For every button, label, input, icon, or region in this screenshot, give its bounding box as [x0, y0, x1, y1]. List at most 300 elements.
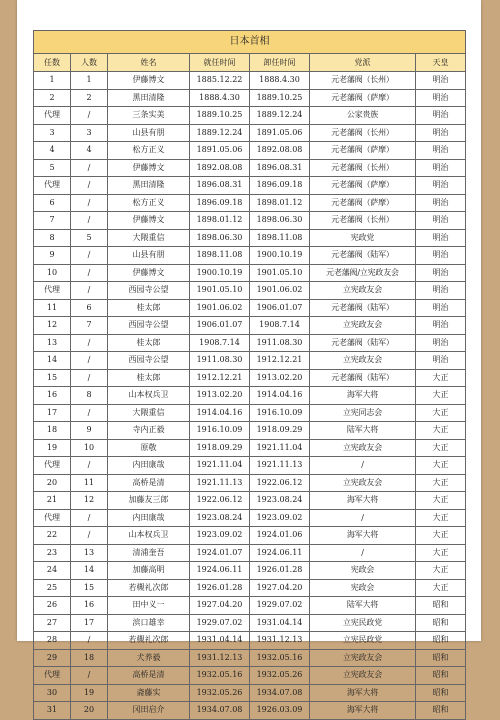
cell-term: 12 [34, 317, 71, 335]
cell-end: 1892.08.08 [250, 142, 310, 160]
column-header-end: 卸任时间 [250, 54, 310, 72]
cell-party: 公家贵族 [310, 107, 416, 125]
table-row [34, 562, 466, 580]
cell-name: 黑田清隆 [108, 89, 190, 107]
table-row [34, 422, 466, 440]
cell-end: 1889.10.25 [250, 89, 310, 107]
cell-name: 三条实美 [108, 107, 190, 125]
cell-party: 元老藩阀（陆军） [310, 247, 416, 265]
cell-name: 伊藤博文 [108, 72, 190, 90]
cell-end: 1924.01.06 [250, 527, 310, 545]
table-title: 日本首相 [34, 31, 466, 54]
cell-emperor: 昭和 [416, 684, 466, 702]
cell-end: 1932.05.16 [250, 649, 310, 667]
cell-end: 1926.03.09 [250, 702, 310, 720]
cell-term: 21 [34, 492, 71, 510]
cell-emperor: 大正 [416, 404, 466, 422]
cell-term: 5 [34, 159, 71, 177]
cell-party: 立宪政友会 [310, 667, 416, 685]
cell-name: 高桥是清 [108, 667, 190, 685]
cell-term: 26 [34, 597, 71, 615]
cell-term: 13 [34, 334, 71, 352]
cell-name: 山本权兵卫 [108, 527, 190, 545]
cell-count: / [71, 632, 108, 650]
table-row [34, 89, 466, 107]
cell-start: 1898.06.30 [190, 229, 250, 247]
cell-count: / [71, 457, 108, 475]
cell-end: 1931.04.14 [250, 614, 310, 632]
cell-end: 1923.09.02 [250, 509, 310, 527]
cell-end: 1901.05.10 [250, 264, 310, 282]
cell-end: 1900.10.19 [250, 247, 310, 265]
table-row [34, 247, 466, 265]
cell-end: 1908.7.14 [250, 317, 310, 335]
cell-party: 宪政会 [310, 562, 416, 580]
cell-count: / [71, 194, 108, 212]
cell-emperor: 明治 [416, 264, 466, 282]
cell-name: 犬养毅 [108, 649, 190, 667]
cell-emperor: 昭和 [416, 632, 466, 650]
cell-start: 1923.09.02 [190, 527, 250, 545]
cell-count: / [71, 404, 108, 422]
cell-name: 伊藤博文 [108, 212, 190, 230]
cell-end: 1921.11.13 [250, 457, 310, 475]
cell-end: 1916.10.09 [250, 404, 310, 422]
cell-end: 1927.04.20 [250, 579, 310, 597]
cell-emperor: 大正 [416, 439, 466, 457]
cell-emperor: 明治 [416, 282, 466, 300]
cell-emperor: 明治 [416, 229, 466, 247]
cell-emperor: 明治 [416, 317, 466, 335]
cell-party: 立宪民政党 [310, 614, 416, 632]
column-header-name: 姓名 [108, 54, 190, 72]
cell-count: / [71, 212, 108, 230]
cell-end: 1891.05.06 [250, 124, 310, 142]
cell-party: 元老藩阀（陆军） [310, 369, 416, 387]
table-row [34, 282, 466, 300]
cell-term: 30 [34, 684, 71, 702]
cell-count: / [71, 247, 108, 265]
cell-emperor: 明治 [416, 124, 466, 142]
cell-term: 代理 [34, 457, 71, 475]
cell-end: 1922.06.12 [250, 474, 310, 492]
cell-count: / [71, 527, 108, 545]
cell-emperor: 明治 [416, 194, 466, 212]
cell-term: 22 [34, 527, 71, 545]
table-row [34, 194, 466, 212]
cell-start: 1885.12.22 [190, 72, 250, 90]
cell-end: 1932.05.26 [250, 667, 310, 685]
cell-end: 1913.02.20 [250, 369, 310, 387]
cell-term: 27 [34, 614, 71, 632]
cell-party: 立宪政友会 [310, 352, 416, 370]
cell-count: 2 [71, 89, 108, 107]
cell-start: 1906.01.07 [190, 317, 250, 335]
cell-term: 6 [34, 194, 71, 212]
cell-party: 宪政党 [310, 229, 416, 247]
cell-emperor: 明治 [416, 247, 466, 265]
cell-start: 1916.10.09 [190, 422, 250, 440]
cell-count: 14 [71, 562, 108, 580]
cell-start: 1931.12.13 [190, 649, 250, 667]
table-row [34, 667, 466, 685]
cell-end: 1889.12.24 [250, 107, 310, 125]
cell-count: / [71, 369, 108, 387]
paper-sheet [17, 0, 481, 715]
cell-name: 伊藤博文 [108, 264, 190, 282]
cell-term: 10 [34, 264, 71, 282]
cell-party: 元老藩阀（长州） [310, 124, 416, 142]
cell-name: 高桥是清 [108, 474, 190, 492]
cell-name: 原敬 [108, 439, 190, 457]
cell-term: 7 [34, 212, 71, 230]
cell-start: 1912.12.21 [190, 369, 250, 387]
cell-end: 1918.09.29 [250, 422, 310, 440]
cell-emperor: 明治 [416, 107, 466, 125]
cell-party: 海军大将 [310, 387, 416, 405]
cell-start: 1900.10.19 [190, 264, 250, 282]
cell-party: 元老藩阀（萨摩） [310, 177, 416, 195]
table-row [34, 387, 466, 405]
cell-emperor: 明治 [416, 352, 466, 370]
cell-start: 1918.09.29 [190, 439, 250, 457]
cell-end: 1896.08.31 [250, 159, 310, 177]
cell-count: 11 [71, 474, 108, 492]
cell-term: 15 [34, 369, 71, 387]
cell-count: / [71, 264, 108, 282]
cell-name: 内田康哉 [108, 509, 190, 527]
table-row [34, 107, 466, 125]
cell-party: 海军大将 [310, 684, 416, 702]
cell-end: 1923.08.24 [250, 492, 310, 510]
cell-party: 海军大将 [310, 702, 416, 720]
table-row [34, 649, 466, 667]
cell-start: 1923.08.24 [190, 509, 250, 527]
cell-count: 16 [71, 597, 108, 615]
cell-party: 立宪政友会 [310, 439, 416, 457]
table-row [34, 212, 466, 230]
cell-end: 1921.11.04 [250, 439, 310, 457]
cell-name: 清浦奎吾 [108, 544, 190, 562]
cell-count: 6 [71, 299, 108, 317]
cell-end: 1906.01.07 [250, 299, 310, 317]
cell-start: 1924.06.11 [190, 562, 250, 580]
cell-start: 1892.08.08 [190, 159, 250, 177]
column-header-party: 党派 [310, 54, 416, 72]
cell-emperor: 大正 [416, 509, 466, 527]
cell-end: 1911.08.30 [250, 334, 310, 352]
cell-start: 1921.11.13 [190, 474, 250, 492]
cell-start: 1911.08.30 [190, 352, 250, 370]
cell-count: / [71, 177, 108, 195]
cell-start: 1913.02.20 [190, 387, 250, 405]
cell-party: / [310, 544, 416, 562]
cell-emperor: 大正 [416, 369, 466, 387]
cell-term: 1 [34, 72, 71, 90]
cell-name: 若槻礼次郎 [108, 579, 190, 597]
cell-name: 内田康哉 [108, 457, 190, 475]
cell-term: 代理 [34, 667, 71, 685]
cell-name: 桂太郎 [108, 369, 190, 387]
cell-count: / [71, 667, 108, 685]
cell-party: / [310, 509, 416, 527]
cell-count: 12 [71, 492, 108, 510]
cell-party: 元老藩阀（萨摩） [310, 142, 416, 160]
cell-count: / [71, 352, 108, 370]
cell-party: 宪政会 [310, 579, 416, 597]
cell-term: 24 [34, 562, 71, 580]
cell-party: 元老藩阀/立宪政友会 [310, 264, 416, 282]
cell-emperor: 昭和 [416, 614, 466, 632]
cell-term: 31 [34, 702, 71, 720]
table-row [34, 544, 466, 562]
cell-start: 1896.08.31 [190, 177, 250, 195]
cell-end: 1896.09.18 [250, 177, 310, 195]
table-row [34, 317, 466, 335]
cell-name: 西园寺公望 [108, 282, 190, 300]
table-row [34, 369, 466, 387]
cell-name: 滨口雄幸 [108, 614, 190, 632]
cell-count: 5 [71, 229, 108, 247]
cell-count: 17 [71, 614, 108, 632]
table-body [34, 72, 466, 720]
table-row [34, 702, 466, 720]
cell-term: 28 [34, 632, 71, 650]
cell-end: 1934.07.08 [250, 684, 310, 702]
cell-start: 1921.11.04 [190, 457, 250, 475]
cell-emperor: 明治 [416, 334, 466, 352]
cell-emperor: 昭和 [416, 702, 466, 720]
cell-emperor: 大正 [416, 457, 466, 475]
cell-emperor: 大正 [416, 562, 466, 580]
cell-end: 1898.01.12 [250, 194, 310, 212]
cell-party: 海军大将 [310, 492, 416, 510]
cell-count: 18 [71, 649, 108, 667]
cell-start: 1898.11.08 [190, 247, 250, 265]
cell-start: 1901.06.02 [190, 299, 250, 317]
cell-emperor: 明治 [416, 142, 466, 160]
cell-emperor: 大正 [416, 422, 466, 440]
cell-party: 立宪政友会 [310, 474, 416, 492]
cell-start: 1926.01.28 [190, 579, 250, 597]
cell-end: 1924.06.11 [250, 544, 310, 562]
cell-end: 1898.11.08 [250, 229, 310, 247]
cell-start: 1889.10.25 [190, 107, 250, 125]
cell-name: 大隈重信 [108, 229, 190, 247]
table-row [34, 404, 466, 422]
cell-term: 代理 [34, 282, 71, 300]
cell-emperor: 昭和 [416, 667, 466, 685]
cell-term: 2 [34, 89, 71, 107]
cell-start: 1934.07.08 [190, 702, 250, 720]
table-row [34, 142, 466, 160]
column-header-emperor: 天皇 [416, 54, 466, 72]
column-header-term: 任数 [34, 54, 71, 72]
cell-count: / [71, 282, 108, 300]
table-row [34, 352, 466, 370]
cell-name: 加藤高明 [108, 562, 190, 580]
cell-end: 1929.07.02 [250, 597, 310, 615]
cell-name: 西园寺公望 [108, 352, 190, 370]
cell-end: 1931.12.13 [250, 632, 310, 650]
cell-count: 9 [71, 422, 108, 440]
cell-emperor: 大正 [416, 544, 466, 562]
table-row [34, 177, 466, 195]
table-row [34, 684, 466, 702]
cell-emperor: 明治 [416, 72, 466, 90]
cell-party: 陆军大将 [310, 422, 416, 440]
cell-emperor: 大正 [416, 492, 466, 510]
cell-term: 16 [34, 387, 71, 405]
cell-start: 1896.09.18 [190, 194, 250, 212]
cell-start: 1908.7.14 [190, 334, 250, 352]
cell-term: 25 [34, 579, 71, 597]
cell-end: 1888.4.30 [250, 72, 310, 90]
prime-ministers-table [33, 30, 466, 720]
cell-start: 1931.04.14 [190, 632, 250, 650]
cell-end: 1926.01.28 [250, 562, 310, 580]
cell-term: 11 [34, 299, 71, 317]
cell-count: / [71, 159, 108, 177]
cell-emperor: 大正 [416, 387, 466, 405]
cell-emperor: 大正 [416, 527, 466, 545]
cell-name: 山本权兵卫 [108, 387, 190, 405]
cell-party: 元老藩阀（长州） [310, 72, 416, 90]
table-row [34, 597, 466, 615]
cell-count: / [71, 509, 108, 527]
cell-end: 1914.04.16 [250, 387, 310, 405]
table-row [34, 334, 466, 352]
cell-term: 代理 [34, 177, 71, 195]
cell-count: / [71, 107, 108, 125]
cell-count: 20 [71, 702, 108, 720]
cell-emperor: 明治 [416, 299, 466, 317]
cell-count: 19 [71, 684, 108, 702]
cell-term: 20 [34, 474, 71, 492]
cell-name: 若槻礼次郎 [108, 632, 190, 650]
cell-party: 立宪政友会 [310, 282, 416, 300]
cell-count: 13 [71, 544, 108, 562]
table-row [34, 492, 466, 510]
table-row [34, 457, 466, 475]
cell-name: 桂太郎 [108, 334, 190, 352]
cell-party: / [310, 457, 416, 475]
cell-name: 西园寺公望 [108, 317, 190, 335]
cell-emperor: 大正 [416, 579, 466, 597]
table-row [34, 474, 466, 492]
cell-term: 14 [34, 352, 71, 370]
cell-name: 冈田启介 [108, 702, 190, 720]
cell-end: 1901.06.02 [250, 282, 310, 300]
cell-party: 元老藩阀（萨摩） [310, 89, 416, 107]
cell-count: 7 [71, 317, 108, 335]
cell-emperor: 昭和 [416, 649, 466, 667]
cell-term: 代理 [34, 509, 71, 527]
cell-name: 松方正义 [108, 194, 190, 212]
cell-start: 1901.05.10 [190, 282, 250, 300]
cell-party: 海军大将 [310, 527, 416, 545]
cell-term: 8 [34, 229, 71, 247]
table-row [34, 299, 466, 317]
cell-party: 立宪政友会 [310, 649, 416, 667]
table-row [34, 229, 466, 247]
cell-start: 1891.05.06 [190, 142, 250, 160]
cell-start: 1927.04.20 [190, 597, 250, 615]
cell-name: 山县有朋 [108, 247, 190, 265]
cell-party: 元老藩阀（长州） [310, 212, 416, 230]
cell-count: 4 [71, 142, 108, 160]
cell-party: 元老藩阀（长州） [310, 159, 416, 177]
cell-party: 元老藩阀（陆军） [310, 334, 416, 352]
cell-term: 23 [34, 544, 71, 562]
cell-count: / [71, 334, 108, 352]
cell-count: 8 [71, 387, 108, 405]
table-row [34, 124, 466, 142]
cell-start: 1924.01.07 [190, 544, 250, 562]
cell-start: 1932.05.16 [190, 667, 250, 685]
table-row [34, 159, 466, 177]
cell-count: 15 [71, 579, 108, 597]
cell-term: 4 [34, 142, 71, 160]
cell-start: 1922.06.12 [190, 492, 250, 510]
cell-term: 3 [34, 124, 71, 142]
cell-party: 立宪政友会 [310, 317, 416, 335]
cell-count: 3 [71, 124, 108, 142]
table-row [34, 614, 466, 632]
cell-term: 29 [34, 649, 71, 667]
column-header-count: 人数 [71, 54, 108, 72]
cell-emperor: 明治 [416, 177, 466, 195]
cell-name: 黑田清隆 [108, 177, 190, 195]
table-row [34, 632, 466, 650]
cell-term: 18 [34, 422, 71, 440]
cell-end: 1898.06.30 [250, 212, 310, 230]
table-row [34, 527, 466, 545]
table-row [34, 579, 466, 597]
cell-start: 1898.01.12 [190, 212, 250, 230]
cell-term: 代理 [34, 107, 71, 125]
cell-party: 立宪民政党 [310, 632, 416, 650]
cell-term: 9 [34, 247, 71, 265]
cell-emperor: 明治 [416, 89, 466, 107]
cell-start: 1932.05.26 [190, 684, 250, 702]
cell-party: 元老藩阀（萨摩） [310, 194, 416, 212]
table-row [34, 509, 466, 527]
cell-party: 立宪同志会 [310, 404, 416, 422]
cell-term: 19 [34, 439, 71, 457]
cell-party: 元老藩阀（陆军） [310, 299, 416, 317]
cell-name: 山县有朋 [108, 124, 190, 142]
cell-count: 1 [71, 72, 108, 90]
column-header-start: 就任时间 [190, 54, 250, 72]
table-row [34, 439, 466, 457]
cell-emperor: 大正 [416, 474, 466, 492]
cell-emperor: 昭和 [416, 597, 466, 615]
table-row [34, 72, 466, 90]
cell-end: 1912.12.21 [250, 352, 310, 370]
column-header-row [34, 54, 466, 72]
cell-party: 陆军大将 [310, 597, 416, 615]
cell-name: 伊藤博文 [108, 159, 190, 177]
cell-name: 桂太郎 [108, 299, 190, 317]
cell-name: 田中义一 [108, 597, 190, 615]
cell-name: 松方正义 [108, 142, 190, 160]
cell-name: 寺内正毅 [108, 422, 190, 440]
cell-count: 10 [71, 439, 108, 457]
cell-name: 大隈重信 [108, 404, 190, 422]
cell-emperor: 明治 [416, 159, 466, 177]
cell-start: 1914.04.16 [190, 404, 250, 422]
